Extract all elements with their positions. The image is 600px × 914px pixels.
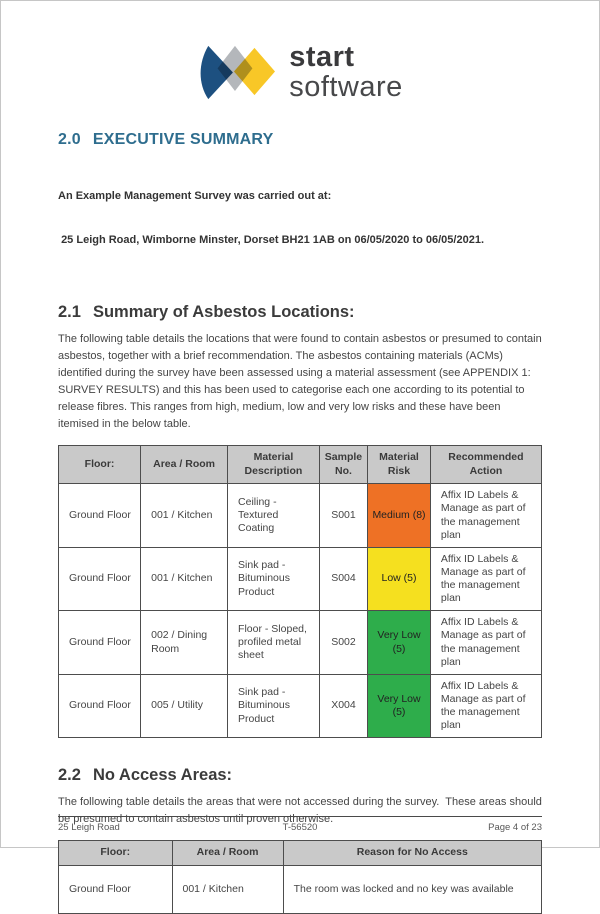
- table-row: [59, 865, 542, 913]
- section-number: 2.0: [58, 131, 81, 148]
- cell-action: Affix ID Labels & Manage as part of the management plan: [430, 547, 541, 611]
- column-header-floor: Floor:: [59, 841, 173, 866]
- logo-word-software: software: [289, 71, 403, 103]
- cell-floor: Ground Floor: [59, 674, 141, 738]
- cell-area: 001 / Kitchen: [172, 865, 283, 913]
- cell-reason: The room was locked and no key was available: [283, 865, 541, 913]
- column-header-area: Area / Room: [172, 841, 283, 866]
- cell-area: 002 / Dining Room: [141, 611, 228, 675]
- cell-material: Floor - Sloped, profiled metal sheet: [228, 611, 320, 675]
- column-header-sample: Sample No.: [319, 446, 367, 484]
- cell-area: 001 / Kitchen: [141, 484, 228, 548]
- column-header-reason: Reason for No Access: [283, 841, 541, 866]
- cell-area: 001 / Kitchen: [141, 547, 228, 611]
- column-header-risk: Material Risk: [368, 446, 431, 484]
- cell-sample: S002: [319, 611, 367, 675]
- cell-sample: S004: [319, 547, 367, 611]
- cell-sample: S001: [319, 484, 367, 548]
- cell-risk-badge: Medium (8): [368, 484, 431, 548]
- column-header-floor: Floor:: [59, 446, 141, 484]
- logo-wordmark: [289, 43, 403, 102]
- cell-floor: Ground Floor: [59, 484, 141, 548]
- section-heading-executive-summary: [58, 131, 542, 149]
- no-access-paragraph: The following table details the areas that were not accessed during the survey. These areas should be presumed to contain asbestos until proven otherwise.: [58, 796, 545, 826]
- survey-address-line: 25 Leigh Road, Wimborne Minster, Dorset BH21 1AB on 06/05/2020 to 06/05/2021.: [58, 233, 485, 246]
- cell-floor: Ground Floor: [59, 865, 173, 913]
- page-footer: [58, 816, 542, 833]
- no-access-table: [58, 840, 542, 914]
- logo: [1, 1, 599, 102]
- table-row: [59, 547, 542, 611]
- table-row: [59, 674, 542, 738]
- survey-intro: [58, 160, 542, 276]
- column-header-action: Recommended Action: [430, 446, 541, 484]
- cell-action: Affix ID Labels & Manage as part of the management plan: [430, 674, 541, 738]
- section-heading-asbestos-locations: [58, 303, 542, 322]
- cell-risk-badge: Very Low (5): [368, 611, 431, 675]
- section-heading-no-access-areas: [58, 766, 542, 785]
- section-number: 2.2: [58, 766, 81, 785]
- table-row: [59, 611, 542, 675]
- section-title: Summary of Asbestos Locations:: [92, 303, 355, 321]
- section-number: 2.1: [58, 303, 81, 321]
- column-header-material: Material Description: [228, 446, 320, 484]
- column-header-area: Area / Room: [141, 446, 228, 484]
- asbestos-locations-paragraph: The following table details the locations that were found to contain asbestos or presumed to contain asbestos, together with a brief recommendation. The asbestos containing materials (ACMs) identified during the survey have been assessed using a material assessment (see APPENDIX 1: SURVEY RESULTS) and this has been used to categorise each one according to its potential to release fibres. This ranges from high, medium, low and very low risks and these have been itemised in the below table.: [58, 333, 545, 430]
- section-title: EXECUTIVE SUMMARY: [92, 131, 274, 148]
- cell-risk-badge: Low (5): [368, 547, 431, 611]
- table-header-row: [59, 446, 542, 484]
- cell-material: Sink pad - Bituminous Product: [228, 674, 320, 738]
- cell-floor: Ground Floor: [59, 611, 141, 675]
- cell-material: Ceiling - Textured Coating: [228, 484, 320, 548]
- footer-page-number: Page 4 of 23: [488, 822, 542, 833]
- survey-intro-line1: An Example Management Survey was carried out at:: [58, 190, 332, 202]
- footer-site-address: 25 Leigh Road: [58, 822, 120, 833]
- cell-action: Affix ID Labels & Manage as part of the management plan: [430, 484, 541, 548]
- cell-area: 005 / Utility: [141, 674, 228, 738]
- cell-sample: X004: [319, 674, 367, 738]
- asbestos-locations-table: [58, 445, 542, 738]
- cell-action: Affix ID Labels & Manage as part of the management plan: [430, 611, 541, 675]
- section-title: No Access Areas:: [92, 766, 233, 785]
- table-row: [59, 484, 542, 548]
- logo-word-start: start: [289, 41, 355, 73]
- cell-risk-badge: Very Low (5): [368, 674, 431, 738]
- cell-floor: Ground Floor: [59, 547, 141, 611]
- start-software-logo-icon: [197, 43, 275, 102]
- table-header-row: [59, 841, 542, 866]
- cell-material: Sink pad - Bituminous Product: [228, 547, 320, 611]
- footer-report-ref: T-56520: [282, 822, 318, 833]
